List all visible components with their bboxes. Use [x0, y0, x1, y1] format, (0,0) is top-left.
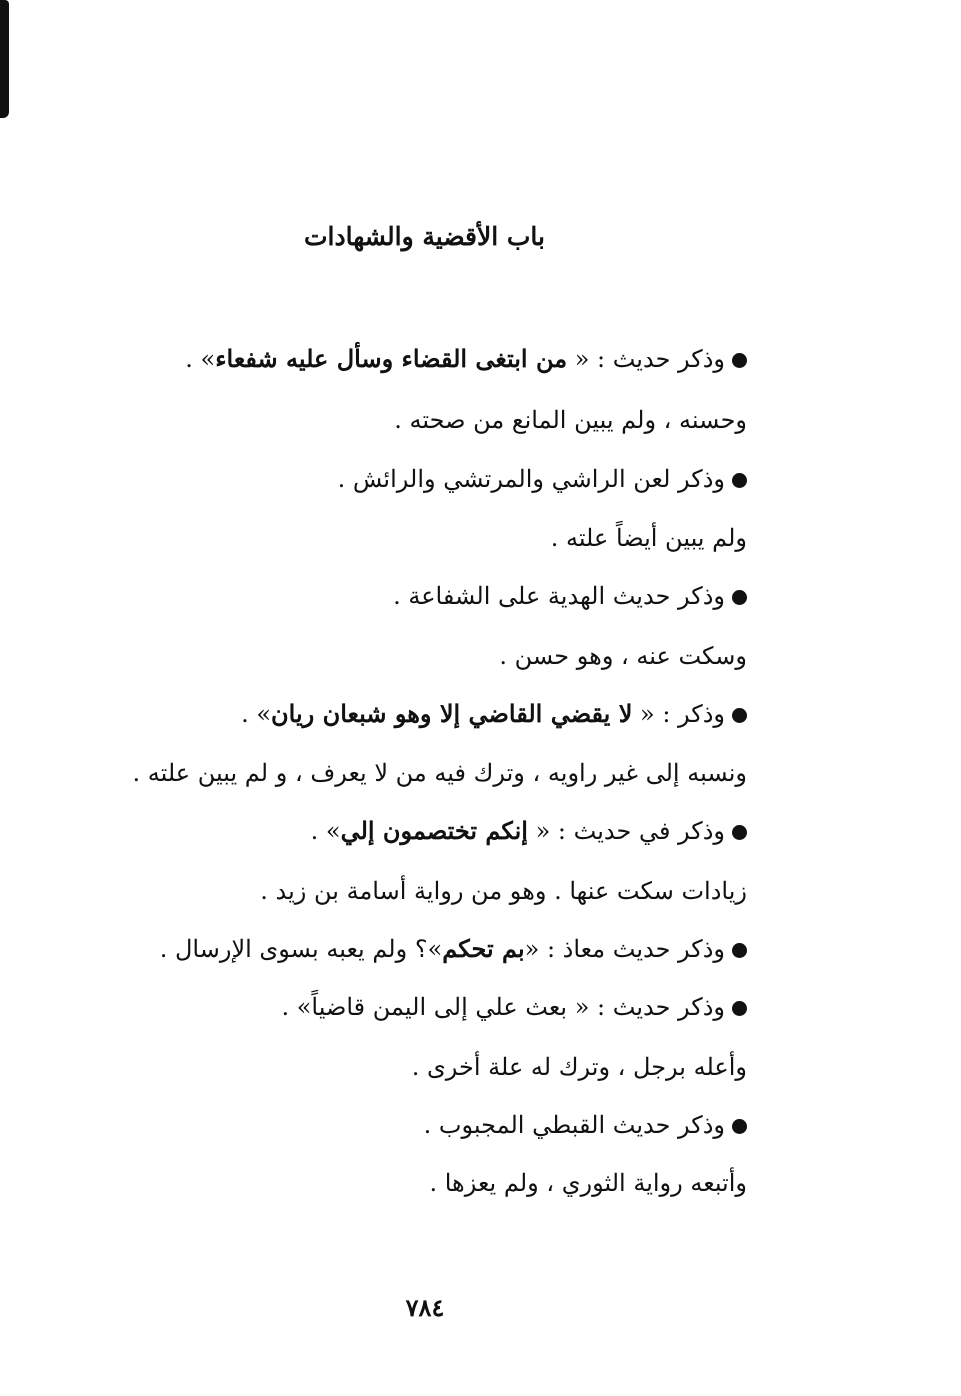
- bullet-icon: [732, 1001, 747, 1016]
- bullet-icon: [732, 825, 747, 840]
- entry-comment-7: [429, 1166, 747, 1200]
- entry-text: وذكر حديث الهدية على الشفاعة .: [393, 582, 725, 610]
- entry-comment-2: [551, 521, 747, 555]
- entry-text: وذكر حديث : «: [567, 345, 725, 373]
- scan-edge-mark: [0, 0, 9, 118]
- entry-comment-3: [499, 639, 747, 673]
- comment-text: ولم يبين أيضاً علته .: [550, 524, 747, 552]
- comment-text: زيادات سكت عنها . وهو من رواية أسامة بن زيد .: [260, 877, 747, 905]
- bullet-icon: [732, 708, 747, 723]
- entry-text: » .: [185, 345, 216, 373]
- entry-text: » .: [241, 700, 272, 728]
- comment-text: ونسبه إلى غير راويه ، وترك فيه من لا يعرف ، و لم يبين علته .: [132, 759, 747, 787]
- bullet-icon: [732, 473, 747, 488]
- bullet-icon: [732, 590, 747, 605]
- chapter-title: باب الأقضية والشهادات: [304, 222, 545, 251]
- bullet-icon: [732, 353, 747, 368]
- entry-bullet-3: [393, 579, 747, 613]
- hadith-quote: لا يقضي القاضي إلا وهو شبعان ريان: [271, 699, 633, 728]
- entry-text: وذكر لعن الراشي والمرتشي والرائش .: [337, 465, 725, 493]
- entry-bullet-8: [424, 1108, 747, 1142]
- hadith-quote: بم تحكم: [442, 934, 525, 963]
- entry-text: وذكر : «: [632, 700, 725, 728]
- hadith-quote: من ابتغى القضاء وسأل عليه شفعاء: [215, 344, 568, 373]
- entry-bullet-4: [241, 697, 747, 731]
- entry-bullet-5: [311, 814, 747, 848]
- comment-text: وأتبعه رواية الثوري ، ولم يعزها .: [429, 1169, 747, 1197]
- comment-text: وأعله برجل ، وترك له علة أخرى .: [411, 1053, 747, 1081]
- entry-text: وذكر حديث القبطي المجبوب .: [423, 1111, 725, 1139]
- entry-text: وذكر حديث : « بعث علي إلى اليمن قاضياً» .: [281, 993, 725, 1021]
- page-number: ٧٨٤: [405, 1293, 445, 1322]
- entry-bullet-2: [338, 462, 747, 496]
- entry-comment-1: [394, 403, 747, 437]
- bullet-icon: [732, 943, 747, 958]
- entry-comment-4: [132, 756, 747, 790]
- entry-bullet-7: [281, 990, 747, 1024]
- comment-text: وسكت عنه ، وهو حسن .: [499, 642, 747, 670]
- bullet-icon: [732, 1119, 747, 1134]
- entry-text: وذكر في حديث : «: [527, 817, 725, 845]
- comment-text: وحسنه ، ولم يبين المانع من صحته .: [394, 406, 747, 434]
- entry-comment-6: [412, 1050, 747, 1084]
- entry-text: »؟ ولم يعبه بسوى الإرسال .: [159, 935, 443, 963]
- hadith-quote: إنكم تختصمون إلي: [340, 816, 528, 845]
- entry-text: وذكر حديث معاذ : «: [524, 935, 725, 963]
- entry-bullet-6: [160, 932, 747, 966]
- entry-comment-5: [260, 874, 747, 908]
- entry-text: » .: [310, 817, 341, 845]
- entry-bullet-1: [185, 342, 747, 376]
